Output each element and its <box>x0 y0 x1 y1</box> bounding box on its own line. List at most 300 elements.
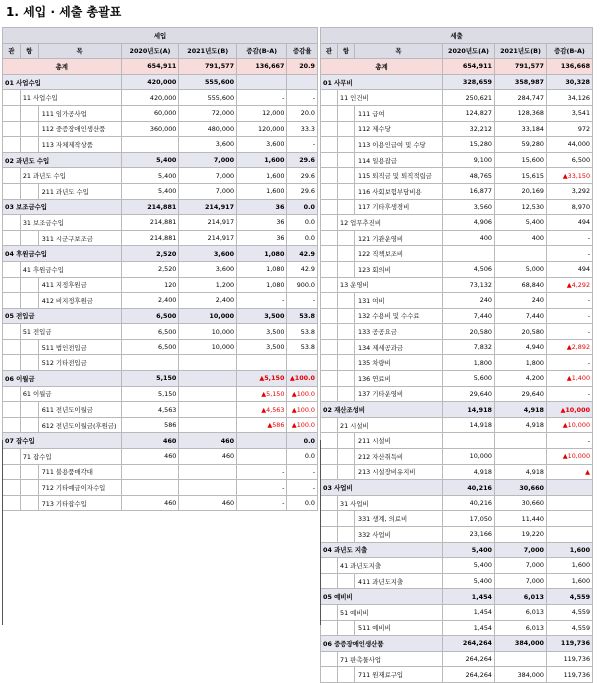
value-2020: 460 <box>121 433 179 449</box>
row-label: 135 차량비 <box>355 355 443 371</box>
value-2021: 10,000 <box>179 339 237 355</box>
value-diff: - <box>237 480 287 496</box>
row-label: 116 사회보험부담비용 <box>355 183 443 199</box>
row-label: 11 사업수입 <box>20 90 121 106</box>
row-label: 21 과년도 수입 <box>20 168 121 184</box>
value-rate <box>287 74 318 90</box>
value-2020: 14,918 <box>443 417 495 433</box>
row-label: 115 퇴직금 및 퇴직적립금 <box>355 168 443 184</box>
value-diff: 4,559 <box>547 620 593 636</box>
indent-cell <box>3 137 21 153</box>
subcategory-row <box>321 215 593 231</box>
revenue-panel <box>2 27 318 511</box>
value-2021: 15,600 <box>495 152 547 168</box>
row-label: 114 일용잡급 <box>355 152 443 168</box>
item-row <box>3 402 318 418</box>
row-label: 113 자체제작상품 <box>38 137 121 153</box>
indent-cell <box>338 230 355 246</box>
value-2020: 16,877 <box>443 183 495 199</box>
value-2020: 6,500 <box>121 324 179 340</box>
value-diff: 12,000 <box>237 105 287 121</box>
value-rate: 42.9 <box>287 246 318 262</box>
indent-cell <box>338 573 355 589</box>
row-label: 136 연료비 <box>355 371 443 387</box>
value-2021: 20,169 <box>495 183 547 199</box>
col-mok: 목 <box>355 43 443 59</box>
row-label: 05 예비비 <box>321 589 443 605</box>
value-diff: ▲4,563 <box>237 402 287 418</box>
indent-cell <box>20 464 38 480</box>
value-diff: 494 <box>547 215 593 231</box>
value-diff: ▲2,892 <box>547 339 593 355</box>
category-row <box>3 199 318 215</box>
value-2020: 420,000 <box>121 90 179 106</box>
value-diff: - <box>547 246 593 262</box>
indent-cell <box>338 386 355 402</box>
indent-cell <box>321 277 338 293</box>
indent-cell <box>321 527 338 543</box>
indent-cell <box>321 90 338 106</box>
indent-cell <box>321 417 338 433</box>
item-row <box>3 183 318 199</box>
indent-cell <box>3 105 21 121</box>
col-rate: 증감율 <box>287 43 318 59</box>
value-rate: ▲100.0 <box>287 417 318 433</box>
value-2020: 2,520 <box>121 261 179 277</box>
indent-cell <box>321 105 338 121</box>
item-row <box>3 137 318 153</box>
indent-cell <box>20 495 38 511</box>
value-2021 <box>495 449 547 465</box>
value-rate: ▲100.0 <box>287 402 318 418</box>
item-row <box>3 121 318 137</box>
item-row <box>321 620 593 636</box>
value-diff: 6,500 <box>547 152 593 168</box>
value-rate <box>287 355 318 371</box>
row-label: 213 시설장비유지비 <box>355 464 443 480</box>
value-diff: 494 <box>547 261 593 277</box>
indent-cell <box>3 293 21 309</box>
value-diff: - <box>547 355 593 371</box>
value-diff <box>237 355 287 371</box>
value-rate: 0.0 <box>287 495 318 511</box>
category-row <box>321 402 593 418</box>
value-2021: 29,640 <box>495 386 547 402</box>
value-2020: 420,000 <box>121 74 179 90</box>
value-2021: 384,000 <box>495 667 547 683</box>
row-label: 123 회의비 <box>355 261 443 277</box>
row-label: 112 중증장애인생산품 <box>38 121 121 137</box>
indent-cell <box>321 230 338 246</box>
value-diff: ▲ <box>547 464 593 480</box>
value-diff: - <box>547 324 593 340</box>
indent-cell <box>338 105 355 121</box>
value-2020: 5,400 <box>443 573 495 589</box>
value-2020: 264,264 <box>443 651 495 667</box>
value-2020: 1,454 <box>443 589 495 605</box>
value-diff: ▲5,150 <box>237 386 287 402</box>
value-rate: 53.8 <box>287 308 318 324</box>
indent-cell <box>338 293 355 309</box>
indent-cell <box>321 293 338 309</box>
value-diff: ▲10,000 <box>547 402 593 418</box>
value-diff: 136,668 <box>547 59 593 75</box>
row-label: 총계 <box>321 59 443 75</box>
category-row <box>3 308 318 324</box>
indent-cell <box>338 355 355 371</box>
row-label: 137 기타운영비 <box>355 386 443 402</box>
value-diff <box>237 449 287 465</box>
indent-cell <box>20 105 38 121</box>
indent-cell <box>321 464 338 480</box>
item-row <box>3 293 318 309</box>
indent-cell <box>3 215 21 231</box>
row-label: 총계 <box>3 59 122 75</box>
row-label: 61 이월금 <box>20 386 121 402</box>
value-2020: 7,832 <box>443 339 495 355</box>
category-row <box>3 433 318 449</box>
indent-cell <box>321 620 338 636</box>
value-2021: 7,000 <box>495 542 547 558</box>
value-2020 <box>121 355 179 371</box>
item-row <box>321 324 593 340</box>
value-2021: 33,184 <box>495 121 547 137</box>
indent-cell <box>20 230 38 246</box>
indent-cell <box>20 355 38 371</box>
indent-cell <box>20 480 38 496</box>
indent-cell <box>3 230 21 246</box>
value-2021: 3,600 <box>179 261 237 277</box>
item-row <box>321 573 593 589</box>
row-label: 07 잡수입 <box>3 433 122 449</box>
value-2021: 791,577 <box>179 59 237 75</box>
value-2021: 7,000 <box>495 558 547 574</box>
row-label: 411 과년도지출 <box>355 573 443 589</box>
row-label: 711 원재료구입 <box>355 667 443 683</box>
row-label: 01 사무비 <box>321 74 443 90</box>
value-rate: ▲100.0 <box>287 371 318 387</box>
indent-cell <box>321 246 338 262</box>
value-2021: 5,400 <box>495 215 547 231</box>
value-rate: 33.3 <box>287 121 318 137</box>
subcategory-row <box>3 386 318 402</box>
value-diff <box>237 74 287 90</box>
value-diff: 120,000 <box>237 121 287 137</box>
value-2020: 5,150 <box>121 371 179 387</box>
indent-cell <box>338 339 355 355</box>
value-diff: ▲586 <box>237 417 287 433</box>
value-diff <box>547 527 593 543</box>
indent-cell <box>321 558 338 574</box>
value-2020: 40,216 <box>443 480 495 496</box>
row-label: 31 사업비 <box>338 495 443 511</box>
item-row <box>321 137 593 153</box>
indent-cell <box>3 402 21 418</box>
value-2020: 20,580 <box>443 324 495 340</box>
col-gwan: 관 <box>3 43 21 59</box>
subcategory-row <box>321 495 593 511</box>
row-label: 412 비지정후원금 <box>38 293 121 309</box>
item-row <box>321 449 593 465</box>
indent-cell <box>338 246 355 262</box>
value-diff: 30,328 <box>547 74 593 90</box>
value-2021: 4,918 <box>495 402 547 418</box>
value-2020: 48,765 <box>443 168 495 184</box>
value-diff: 119,736 <box>547 651 593 667</box>
indent-cell <box>3 480 21 496</box>
page-title: 1. 세입 · 세출 총괄표 <box>6 5 122 19</box>
value-2021: 384,000 <box>495 636 547 652</box>
value-2021: 555,600 <box>179 90 237 106</box>
indent-cell <box>321 433 338 449</box>
item-row <box>3 464 318 480</box>
item-row <box>3 417 318 433</box>
value-diff: 3,500 <box>237 308 287 324</box>
indent-cell <box>20 183 38 199</box>
value-2020: 120 <box>121 277 179 293</box>
value-2020: 4,563 <box>121 402 179 418</box>
indent-cell <box>3 277 21 293</box>
value-2021: 10,000 <box>179 308 237 324</box>
value-2020: 5,150 <box>121 386 179 402</box>
subcategory-row <box>321 277 593 293</box>
value-2020: 264,264 <box>443 667 495 683</box>
category-row <box>321 589 593 605</box>
value-diff: 1,600 <box>547 573 593 589</box>
col-2021: 2021년도(B) <box>495 43 547 59</box>
value-2021 <box>179 355 237 371</box>
value-diff <box>547 495 593 511</box>
row-label: 41 과년도지출 <box>338 558 443 574</box>
value-2021 <box>495 433 547 449</box>
value-2020: 5,400 <box>443 542 495 558</box>
item-row <box>3 495 318 511</box>
revenue-table <box>2 27 318 511</box>
row-label: 112 제수당 <box>355 121 443 137</box>
indent-cell <box>321 371 338 387</box>
value-rate: 0.0 <box>287 449 318 465</box>
indent-cell <box>20 137 38 153</box>
value-diff: 119,736 <box>547 636 593 652</box>
indent-cell <box>321 355 338 371</box>
row-label: 134 제세공과금 <box>355 339 443 355</box>
indent-cell <box>338 168 355 184</box>
subcategory-row <box>3 215 318 231</box>
value-2021: 10,000 <box>179 324 237 340</box>
value-diff <box>547 511 593 527</box>
value-diff: 34,126 <box>547 90 593 106</box>
subcategory-row <box>3 261 318 277</box>
indent-cell <box>321 449 338 465</box>
subcategory-row <box>321 604 593 620</box>
value-diff: - <box>547 293 593 309</box>
value-2020: 2,400 <box>121 293 179 309</box>
value-2021 <box>495 246 547 262</box>
value-diff: ▲1,400 <box>547 371 593 387</box>
value-2021: 7,440 <box>495 308 547 324</box>
indent-cell <box>338 137 355 153</box>
indent-cell <box>321 573 338 589</box>
row-label: 133 공공요금 <box>355 324 443 340</box>
value-rate: - <box>287 137 318 153</box>
indent-cell <box>20 293 38 309</box>
value-2020: 460 <box>121 495 179 511</box>
value-2021: 214,917 <box>179 230 237 246</box>
indent-cell <box>20 277 38 293</box>
row-label: 511 법인전입금 <box>38 339 121 355</box>
value-2020: 4,906 <box>443 215 495 231</box>
total-row <box>3 59 318 75</box>
value-2021: 358,987 <box>495 74 547 90</box>
row-label: 331 생계, 의료비 <box>355 511 443 527</box>
value-diff: 3,600 <box>237 137 287 153</box>
value-2021: 68,840 <box>495 277 547 293</box>
col-2020: 2020년도(A) <box>443 43 495 59</box>
indent-cell <box>338 511 355 527</box>
value-2021: 3,600 <box>179 246 237 262</box>
value-rate: 29.6 <box>287 168 318 184</box>
row-label: 05 전입금 <box>3 308 122 324</box>
item-row <box>321 261 593 277</box>
category-row <box>3 246 318 262</box>
indent-cell <box>338 183 355 199</box>
value-2021: 7,000 <box>179 183 237 199</box>
value-rate: 20.0 <box>287 105 318 121</box>
row-label: 122 직책보조비 <box>355 246 443 262</box>
value-2020: 73,132 <box>443 277 495 293</box>
revenue-header: 세입 <box>3 28 318 44</box>
value-diff <box>547 480 593 496</box>
row-label: 04 과년도 지출 <box>321 542 443 558</box>
row-label: 11 인건비 <box>338 90 443 106</box>
item-row <box>321 667 593 683</box>
value-2020: 328,659 <box>443 74 495 90</box>
category-row <box>3 152 318 168</box>
value-diff: 1,600 <box>237 168 287 184</box>
value-2021 <box>179 480 237 496</box>
indent-cell <box>321 121 338 137</box>
value-2021: 12,530 <box>495 199 547 215</box>
indent-cell <box>321 152 338 168</box>
item-row <box>3 339 318 355</box>
indent-cell <box>338 199 355 215</box>
indent-cell <box>20 402 38 418</box>
row-label: 41 후원금수입 <box>20 261 121 277</box>
indent-cell <box>321 168 338 184</box>
value-2020: 32,212 <box>443 121 495 137</box>
value-2021: 20,580 <box>495 324 547 340</box>
value-2021: 460 <box>179 495 237 511</box>
category-row <box>321 542 593 558</box>
value-2020: 1,454 <box>443 604 495 620</box>
value-2020 <box>443 433 495 449</box>
item-row <box>321 105 593 121</box>
value-diff: 36 <box>237 199 287 215</box>
value-rate: - <box>287 293 318 309</box>
value-2020: 4,506 <box>443 261 495 277</box>
row-label: 71 판촉물사업 <box>338 651 443 667</box>
indent-cell <box>321 183 338 199</box>
indent-cell <box>321 215 338 231</box>
value-rate: 900.0 <box>287 277 318 293</box>
row-label: 03 사업비 <box>321 480 443 496</box>
value-2020: 214,881 <box>121 230 179 246</box>
expenditure-panel <box>320 27 592 683</box>
value-diff: 4,559 <box>547 604 593 620</box>
value-diff: - <box>547 433 593 449</box>
item-row <box>3 277 318 293</box>
value-2021: 400 <box>495 230 547 246</box>
row-label: 512 기타전입금 <box>38 355 121 371</box>
subcategory-row <box>321 417 593 433</box>
value-2021: 791,577 <box>495 59 547 75</box>
value-2021 <box>179 371 237 387</box>
value-diff: 1,080 <box>237 261 287 277</box>
value-diff: 119,736 <box>547 667 593 683</box>
indent-cell <box>3 339 21 355</box>
value-2020: 214,881 <box>121 215 179 231</box>
value-2020: 654,911 <box>443 59 495 75</box>
value-2021: 214,917 <box>179 215 237 231</box>
indent-cell <box>338 667 355 683</box>
value-rate: 0.0 <box>287 199 318 215</box>
value-2021: 59,280 <box>495 137 547 153</box>
row-label: 06 이월금 <box>3 371 122 387</box>
row-label: 332 사업비 <box>355 527 443 543</box>
item-row <box>321 121 593 137</box>
indent-cell <box>338 371 355 387</box>
row-label: 711 불용품매각대 <box>38 464 121 480</box>
indent-cell <box>3 417 21 433</box>
value-2021: 5,000 <box>495 261 547 277</box>
value-diff: ▲5,150 <box>237 371 287 387</box>
value-2020: 60,000 <box>121 105 179 121</box>
value-2020: 5,600 <box>443 371 495 387</box>
col-diff: 증감(B-A) <box>547 43 593 59</box>
indent-cell <box>321 386 338 402</box>
indent-cell <box>338 121 355 137</box>
value-2021: 19,220 <box>495 527 547 543</box>
category-row <box>321 480 593 496</box>
value-2021: 7,000 <box>179 152 237 168</box>
value-2021: 240 <box>495 293 547 309</box>
value-rate: 20.9 <box>287 59 318 75</box>
value-2021 <box>179 386 237 402</box>
indent-cell <box>338 464 355 480</box>
value-2020: 360,000 <box>121 121 179 137</box>
value-2021: 11,440 <box>495 511 547 527</box>
value-diff: 8,970 <box>547 199 593 215</box>
row-label: 212 자산취득비 <box>355 449 443 465</box>
value-diff: 1,600 <box>547 542 593 558</box>
value-diff: 3,292 <box>547 183 593 199</box>
row-label: 211 시설비 <box>355 433 443 449</box>
row-label: 51 예비비 <box>338 604 443 620</box>
value-diff: ▲4,292 <box>547 277 593 293</box>
col-hang: 항 <box>20 43 38 59</box>
value-2021: 15,615 <box>495 168 547 184</box>
value-2020 <box>121 137 179 153</box>
indent-cell <box>3 261 21 277</box>
value-2021: 7,000 <box>495 573 547 589</box>
value-2021 <box>179 417 237 433</box>
indent-cell <box>338 433 355 449</box>
value-2021 <box>179 402 237 418</box>
row-label: 113 이용인급여 및 수당 <box>355 137 443 153</box>
value-2020: 14,918 <box>443 402 495 418</box>
row-label: 211 과년도 수입 <box>38 183 121 199</box>
value-2020: 240 <box>443 293 495 309</box>
